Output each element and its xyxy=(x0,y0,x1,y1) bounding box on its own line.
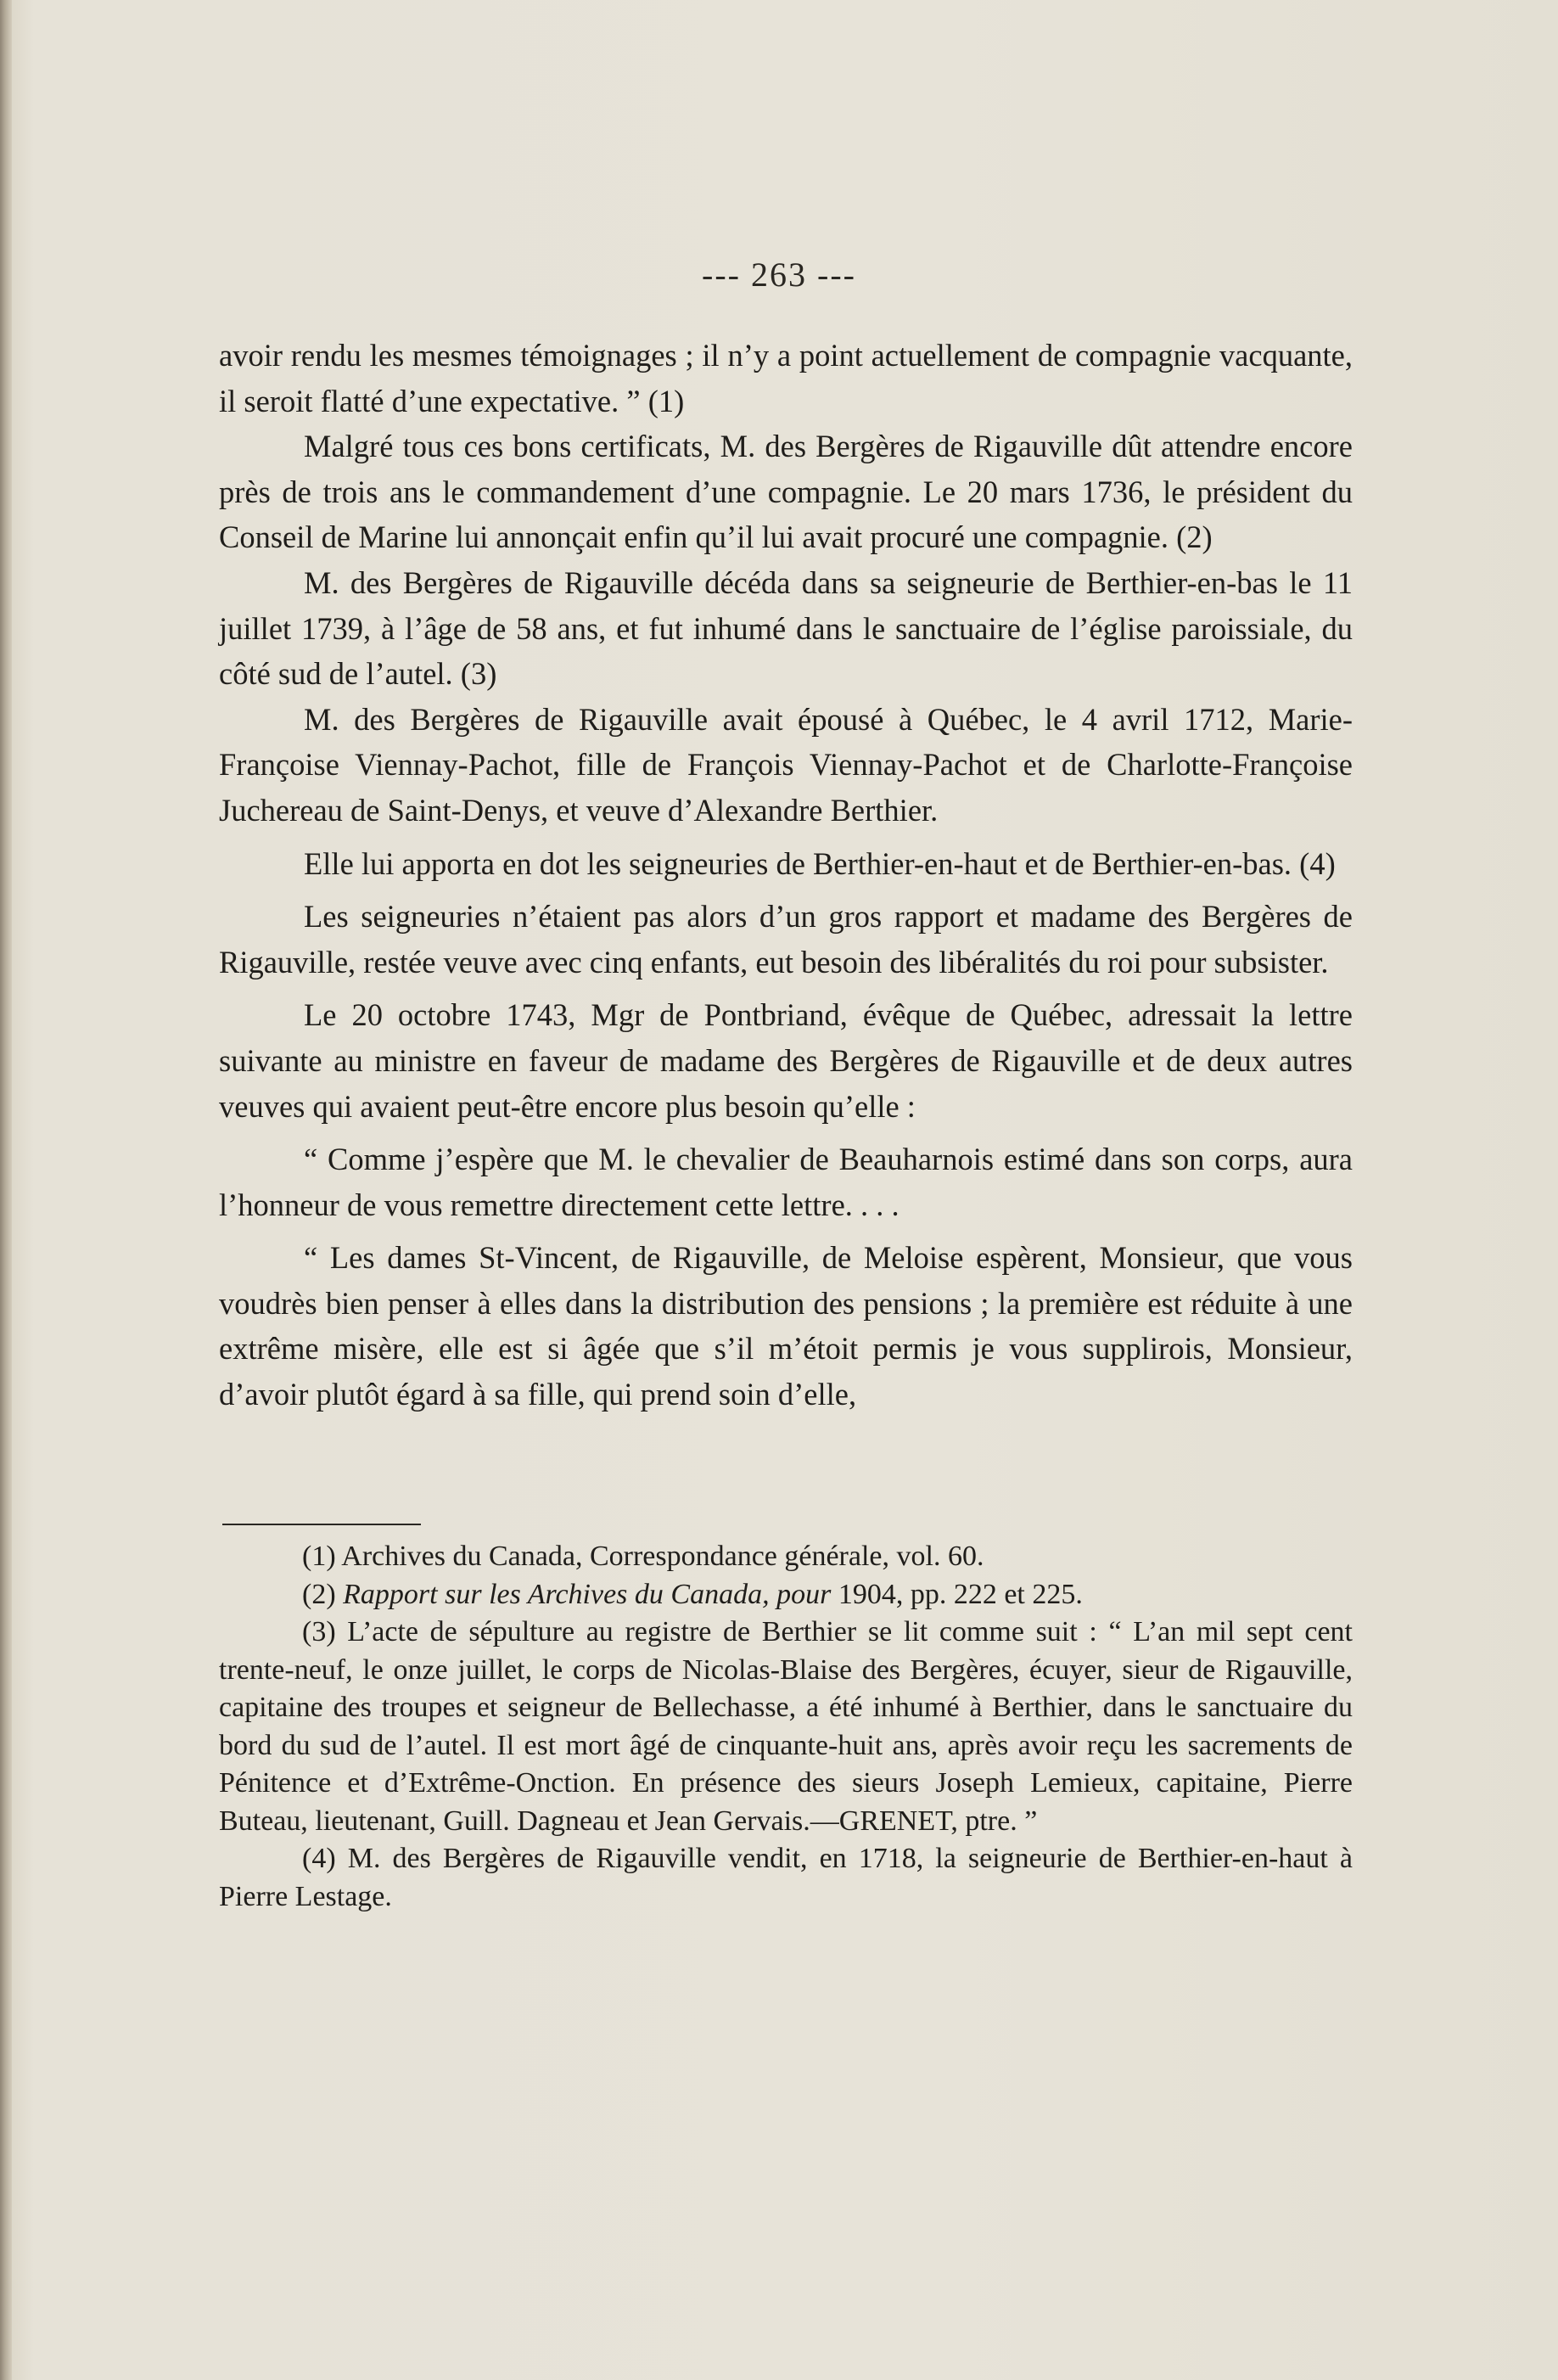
paragraph-2: Malgré tous ces bons certificats, M. des Bergères de Rigauville dût attendre encore près de trois ans le commandement d’une compagnie. Le 20 mars 1736, le président du Conseil de Marine lui annonçait enfin qu’il lui avait procuré une compagnie. (2) xyxy=(219,429,1353,555)
paragraph-6: Les seigneuries n’étaient pas alors d’un gros rapport et madame des Bergères de Rigauville, restée veuve avec cinq enfants, eut besoin des libéralités du roi pour subsister. xyxy=(219,899,1353,980)
page-number: --- 263 --- xyxy=(702,255,856,294)
footnotes xyxy=(219,1538,1353,1916)
page-binding-edge xyxy=(0,0,12,2380)
paragraph-9: “ Les dames St-Vincent, de Rigauville, de Meloise espèrent, Monsieur, que vous voudrès bien penser à elles dans la distribution des pensions ; la première est réduite à une extrême misère, elle est si âgée que s’il m’étoit permis je vous supplirois, Monsieur, d’avoir plutôt égard à sa fille, qui prend soin d’elle, xyxy=(219,1240,1353,1412)
footnote-2-rest: 1904, pp. 222 et 225. xyxy=(838,1578,1083,1610)
paragraph-1: avoir rendu les mesmes témoignages ; il n’y a point actuellement de compagnie vacquante, il seroit flatté d’une expectative. ” (1) xyxy=(219,338,1353,418)
main-text xyxy=(219,333,1353,1417)
footnote-2-number: (2) xyxy=(302,1578,336,1610)
footnote-1: (1) Archives du Canada, Correspondance générale, vol. 60. xyxy=(302,1541,984,1572)
footnote-separator xyxy=(222,1524,421,1525)
footnote-4: (4) M. des Bergères de Rigauville vendit, en 1718, la seigneurie de Berthier-en-haut à Pierre Lestage. xyxy=(219,1843,1353,1912)
footnote-2 xyxy=(219,1576,1353,1614)
paragraph-5: Elle lui apporta en dot les seigneuries de Berthier-en-haut et de Berthier-en-bas. (4) xyxy=(304,845,1336,881)
paragraph-7: Le 20 octobre 1743, Mgr de Pontbriand, évêque de Québec, adressait la lettre suivante au ministre en faveur de madame des Bergères de Rigauville et de deux autres veuves qui avaient peut-être encore plus besoin qu’elle : xyxy=(219,997,1353,1124)
footnote-2-title: Rapport sur les Archives du Canada, pour xyxy=(343,1578,832,1610)
footnote-3: (3) L’acte de sépulture au registre de Berthier se lit comme suit : “ L’an mil sept cent trente-neuf, le onze juillet, le corps de Nicolas-Blaise des Bergères, écuyer, sieur de Rigauville, capitaine des troupes et seigneur de Bellechasse, a été inhumé à Berthier, dans le sanctuaire du bord du sud de l’autel. Il est mort âgé de cinquante-huit ans, après avoir reçu les sacrements de Pénitence et d’Extrême-Onction. En présence des sieurs Joseph Lemieux, capitaine, Pierre Buteau, lieutenant, Guill. Dagneau et Jean Gervais.—GRENET, ptre. ” xyxy=(219,1616,1353,1837)
paragraph-3: M. des Bergères de Rigauville décéda dans sa seigneurie de Berthier-en-bas le 11 juillet 1739, à l’âge de 58 ans, et fut inhumé dans le sanctuaire de l’église paroissiale, du côté sud de l’autel. (3) xyxy=(219,564,1353,692)
paragraph-8: “ Comme j’espère que M. le chevalier de Beauharnois estimé dans son corps, aura l’honneur de vous remettre directement cette lettre. . . . xyxy=(219,1142,1353,1222)
paragraph-4: M. des Bergères de Rigauville avait épousé à Québec, le 4 avril 1712, Marie-Françoise Viennay-Pachot, fille de François Viennay-Pachot et de Charlotte-Françoise Juchereau de Saint-Denys, et veuve d’Alexandre Berthier. xyxy=(219,701,1353,828)
